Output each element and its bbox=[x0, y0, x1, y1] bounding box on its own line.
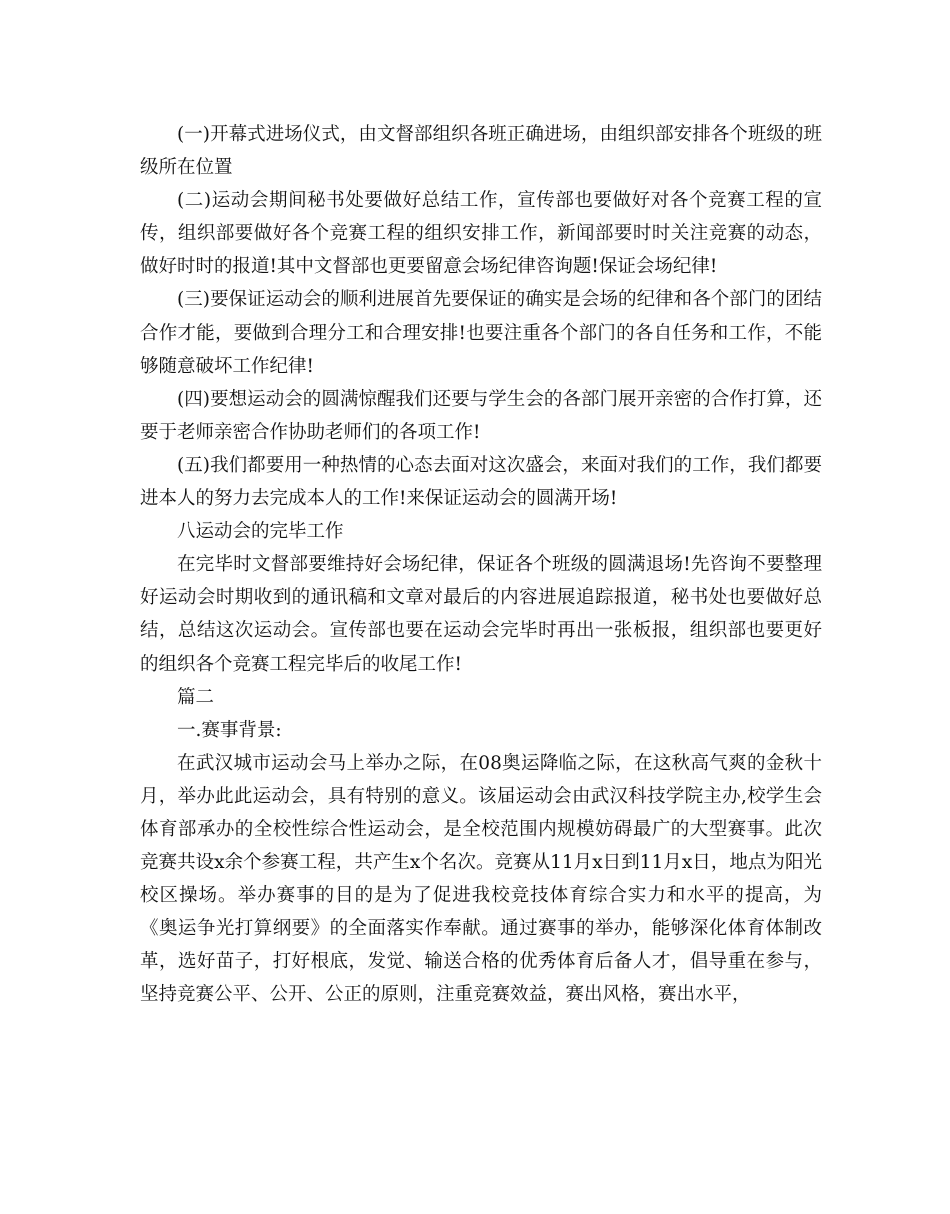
paragraph-discipline: (三)要保证运动会的顺利进展首先要保证的确实是会场的纪律和各个部门的团结合作才能，要做到合理分工和合理安排!也要注重各个部门的各自任务和工作，不能够随意破坏工作纪律! bbox=[140, 289, 822, 377]
paragraph-opening-ceremony: (一)开幕式进场仪式，由文督部组织各班正确进场，由组织部安排各个班级的班级所在位置 bbox=[140, 124, 822, 179]
paragraph-closing-work: 在完毕时文督部要维持好会场纪律，保证各个班级的圆满退场!先咨询不要整理好运动会时期收到的通讯稿和文章对最后的内容进展追踪报道，秘书处也要做好总结，总结这次运动会。宣传部也要在运动会完毕时再出一张板报，组织部也要更好的组织各个竞赛工程完毕后的收尾工作! bbox=[140, 554, 822, 675]
paragraph-background: 在武汉城市运动会马上举办之际，在08奥运降临之际，在这秋高气爽的金秋十月，举办此此运动会，具有特别的意义。该届运动会由武汉科技学院主办,校学生会体育部承办的全校性综合性运动会，是全校范围内规模妨碍最广的大型赛事。此次竞赛共设x余个参赛工程，共产生x个名次。竞赛从11月x日到11月x日，地点为阳光校区操场。举办赛事的目的是为了促进我校竞技体育综合实力和水平的提高，为《奥运争光打算纲要》的全面落实作奉献。通过赛事的举办，能够深化体育体制改革，选好苗子，打好根底，发觉、输送合格的优秀体育后备人才，倡导重在参与，坚持竞赛公平、公开、公正的原则，注重竞赛效益，赛出风格，赛出水平， bbox=[140, 752, 822, 1006]
paragraph-during-games: (二)运动会期间秘书处要做好总结工作，宣传部也要做好对各个竞赛工程的宣传，组织部要做好各个竞赛工程的组织安排工作，新闻部要时时关注竞赛的动态，做好时时的报道!其中文督部也更要留意会场纪律咨询题!保证会场纪律! bbox=[140, 190, 822, 278]
section-heading-background: 一.赛事背景: bbox=[177, 719, 282, 741]
paragraph-cooperation: (四)要想运动会的圆满惊醒我们还要与学生会的各部门展开亲密的合作打算，还要于老师亲密合作协助老师们的各项工作! bbox=[140, 388, 822, 443]
document-body bbox=[140, 118, 822, 1012]
section-heading-part-two: 篇二 bbox=[177, 686, 215, 708]
paragraph-attitude: (五)我们都要用一种热情的心态去面对这次盛会，来面对我们的工作，我们都要进本人的努力去完成本人的工作!来保证运动会的圆满开场! bbox=[140, 454, 822, 510]
section-heading-closing-work: 八运动会的完毕工作 bbox=[177, 521, 344, 543]
